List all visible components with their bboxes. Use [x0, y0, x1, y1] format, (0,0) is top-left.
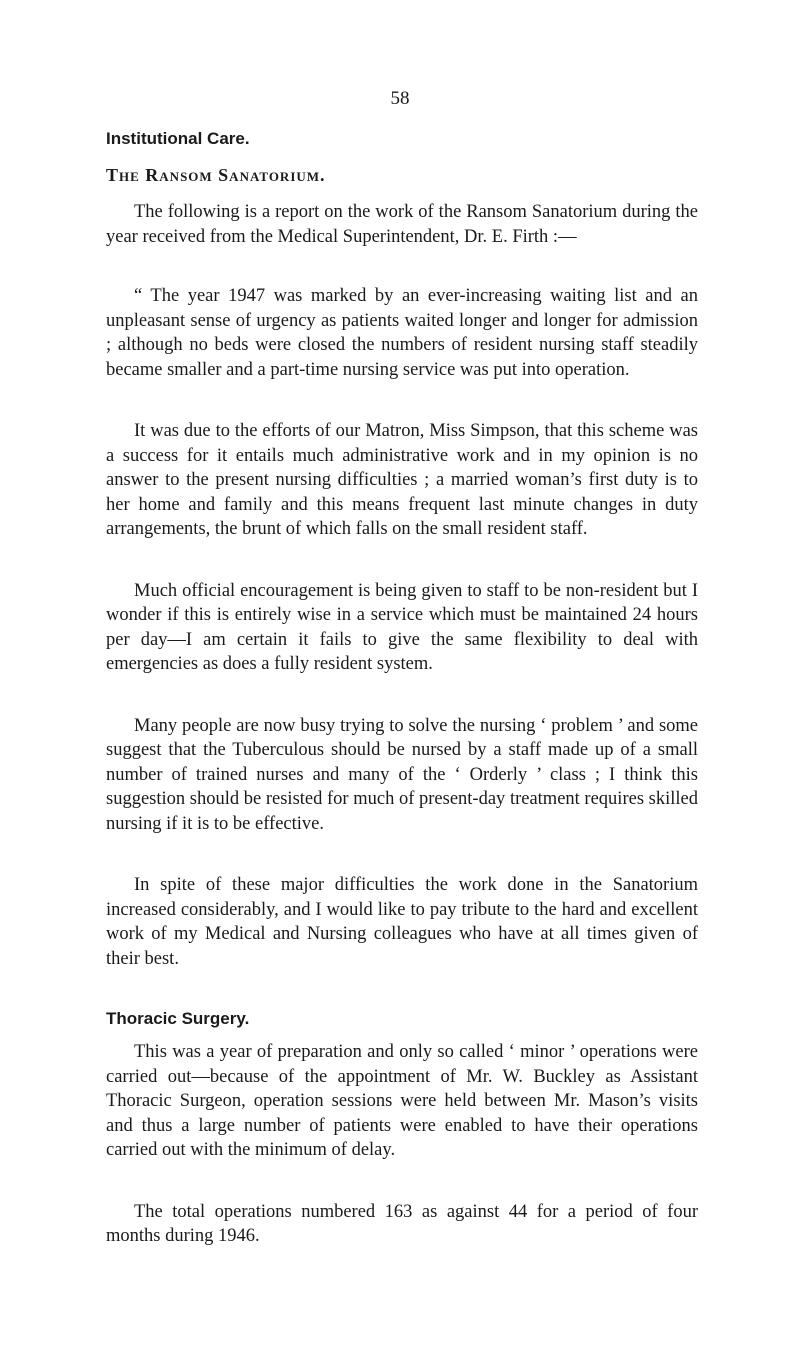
paragraph-tribute: In spite of these major difficulties the work done in the Sanatorium increased considerably, and I would like to pay tribute to the hard and excellent work of my Medical and Nursing colleagues who have at all times given of their best. — [106, 875, 698, 969]
paragraph-preparation: This was a year of preparation and only so called ‘ minor ’ operations were carried out—because of the appointment of Mr. W. Buckley as Assistant Thoracic Surgeon, operation sessions were held between Mr. Mason’s visits and thus a large number of patients were enabled to have their operations carried out with the minimum of delay. — [106, 1042, 698, 1160]
section-heading: Institutional Care. — [106, 129, 250, 148]
paragraph-non-resident: Much official encouragement is being given to staff to be non-resident but I wonder if this is entirely wise in a service which must be maintained 24 hours per day—I am certain it fails to give the same flexibility to deal with emergencies as does a fully resident system. — [106, 580, 698, 674]
paragraph-nursing-problem: Many people are now busy trying to solve the nursing ‘ problem ’ and some suggest that the Tuberculous should be nursed by a staff made up of a small number of trained nurses and many of the ‘ Orderly ’ class ; I think this suggestion should be resisted for much of present-day treatment requires skilled nursing if it is to be effective. — [106, 715, 698, 834]
paragraph-intro: The following is a report on the work of the Ransom Sanatorium during the year received from the Medical Superintendent, Dr. E. Firth :— — [106, 202, 698, 247]
page-content — [106, 128, 698, 1249]
paragraph-waiting-list: “ The year 1947 was marked by an ever-increasing waiting list and an unpleasant sense of urgency as patients waited longer and longer for admission ; although no beds were closed the numbers of resident nursing staff steadily became smaller and a part-time nursing service was put into operation. — [106, 286, 698, 380]
paragraph-total-operations: The total operations numbered 163 as against 44 for a period of four months during 1946. — [106, 1201, 698, 1246]
section-subheading: The Ransom Sanatorium. — [106, 165, 326, 185]
thoracic-surgery-heading: Thoracic Surgery. — [106, 1009, 250, 1028]
paragraph-matron: It was due to the efforts of our Matron, Miss Simpson, that this scheme was a success for it entails much administrative work and in my opinion is no answer to the present nursing difficulties ; a married woman’s first duty is to her home and family and this means frequent last minute changes in duty arrangements, the brunt of which falls on the small resident staff. — [106, 421, 698, 539]
page-number: 58 — [390, 88, 410, 109]
